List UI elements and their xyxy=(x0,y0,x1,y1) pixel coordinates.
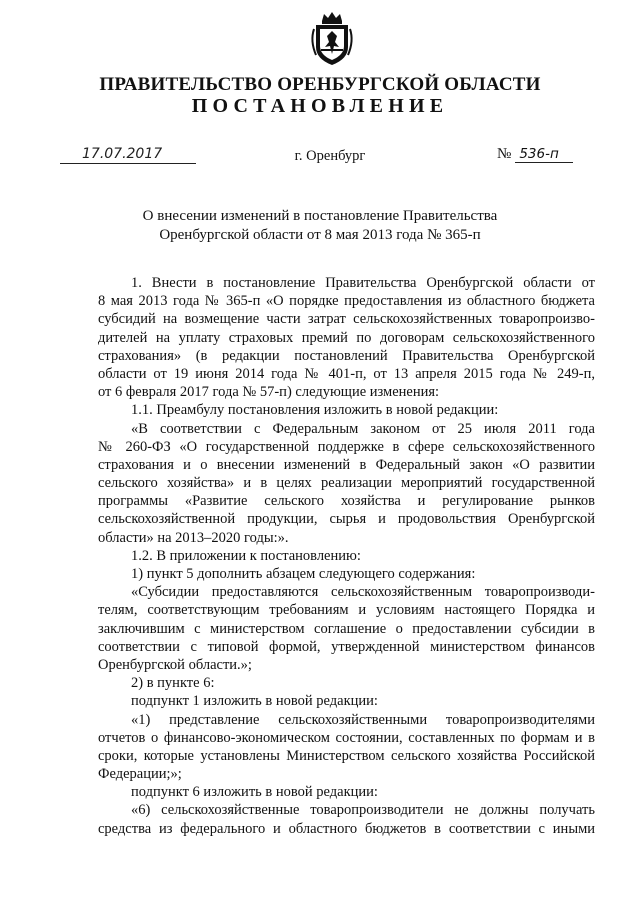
body-text-line: телям, соответствующим требованиям и условиям настоящего Порядка и xyxy=(98,602,595,619)
number-label: № xyxy=(497,146,512,162)
body-text-line: 1. Внести в постановление Правительства Оренбургской области от xyxy=(131,275,595,291)
body-text-line: отчетов о финансово-экономическом состоянии, составленных по формам и в xyxy=(98,729,595,746)
subject-line: Оренбургской области от 8 мая 2013 года № 365-п xyxy=(159,227,481,243)
body-text-line: программы «Развитие сельского хозяйства и регулирование рынков xyxy=(98,493,595,510)
body-text-line: 1.2. В приложении к постановлению: xyxy=(131,547,361,564)
body-text-line: Федерации;»; xyxy=(98,766,182,783)
document-subject xyxy=(0,207,640,245)
body-text-line: «1) представление сельскохозяйственными товаропроизводителями xyxy=(131,711,595,728)
body-text-line: от 6 февраля 2017 года № 57-п) следующие изменения: xyxy=(98,384,440,401)
body-text-line: субсидий на возмещение части затрат сельскохозяйственных товаропроизво- xyxy=(98,311,595,328)
organization-title: ПРАВИТЕЛЬСТВО ОРЕНБУРГСКОЙ ОБЛАСТИ xyxy=(99,74,541,95)
document-city: г. Оренбург xyxy=(294,148,366,164)
number-value: 536-п xyxy=(515,146,573,163)
body-text-line: 1) пункт 5 дополнить абзацем следующего содержания: xyxy=(131,566,476,582)
body-text-line: дителей на уплату страховых премий по договорам сельскохозяйственного xyxy=(98,329,595,346)
body-text-line: области от 19 июня 2014 года № 401-п, от 13 апреля 2015 года № 249-п, xyxy=(98,365,595,382)
body-text-line: сроки, которые установлены Министерством сельского хозяйства Российской xyxy=(98,747,595,764)
body-text-line: страхования и о внесении изменений в Федеральный закон «О развитии xyxy=(98,456,595,473)
body-text-line: сельского хозяйства» и в целях реализации мероприятий государственной xyxy=(98,475,595,492)
body-text-line: сельскохозяйственной продукции, сырья и продовольствия Оренбургской xyxy=(98,511,595,528)
document-type-title: ПОСТАНОВЛЕНИЕ xyxy=(191,95,449,117)
subject-line: О внесении изменений в постановление Правительства xyxy=(142,208,498,224)
body-text-line: подпункт 1 изложить в новой редакции: xyxy=(131,693,378,710)
body-text-line: Оренбургской области.»; xyxy=(98,656,252,673)
document-body xyxy=(98,274,595,838)
body-text-line: 1.1. Преамбулу постановления изложить в новой редакции: xyxy=(131,402,499,419)
body-text-line: заключившим с министерством соглашение о предоставлении субсидии в xyxy=(98,620,595,637)
body-text-line: «В соответствии с Федеральным законом от 25 июля 2011 года xyxy=(131,420,595,437)
body-text-line: подпункт 6 изложить в новой редакции: xyxy=(131,784,378,801)
body-text-line: «Субсидии предоставляются сельскохозяйственным товаропроизводи- xyxy=(131,584,595,601)
body-text-line: «6) сельскохозяйственные товаропроизводители не должны получать xyxy=(131,802,595,819)
body-text-line: 8 мая 2013 года № 365-п «О порядке предоставления из областного бюджета xyxy=(98,293,595,310)
body-text-line: страхования» (в редакции постановлений Правительства Оренбургской xyxy=(98,347,595,364)
document-date: 17.07.2017 xyxy=(60,146,196,164)
body-text-line: 2) в пункте 6: xyxy=(131,675,215,692)
body-text-line: № 260-ФЗ «О государственной поддержке в сфере сельскохозяйственного xyxy=(98,438,595,455)
body-text-line: области» на 2013–2020 годы:». xyxy=(98,529,289,546)
body-text-line: средства из федерального и областного бюджетов в соответствии с иными xyxy=(98,820,595,837)
coat-of-arms-emblem xyxy=(308,11,356,67)
body-text-line: соответствии с типовой формой, утвержденной министерством финансов xyxy=(98,638,595,655)
document-number xyxy=(497,146,573,163)
